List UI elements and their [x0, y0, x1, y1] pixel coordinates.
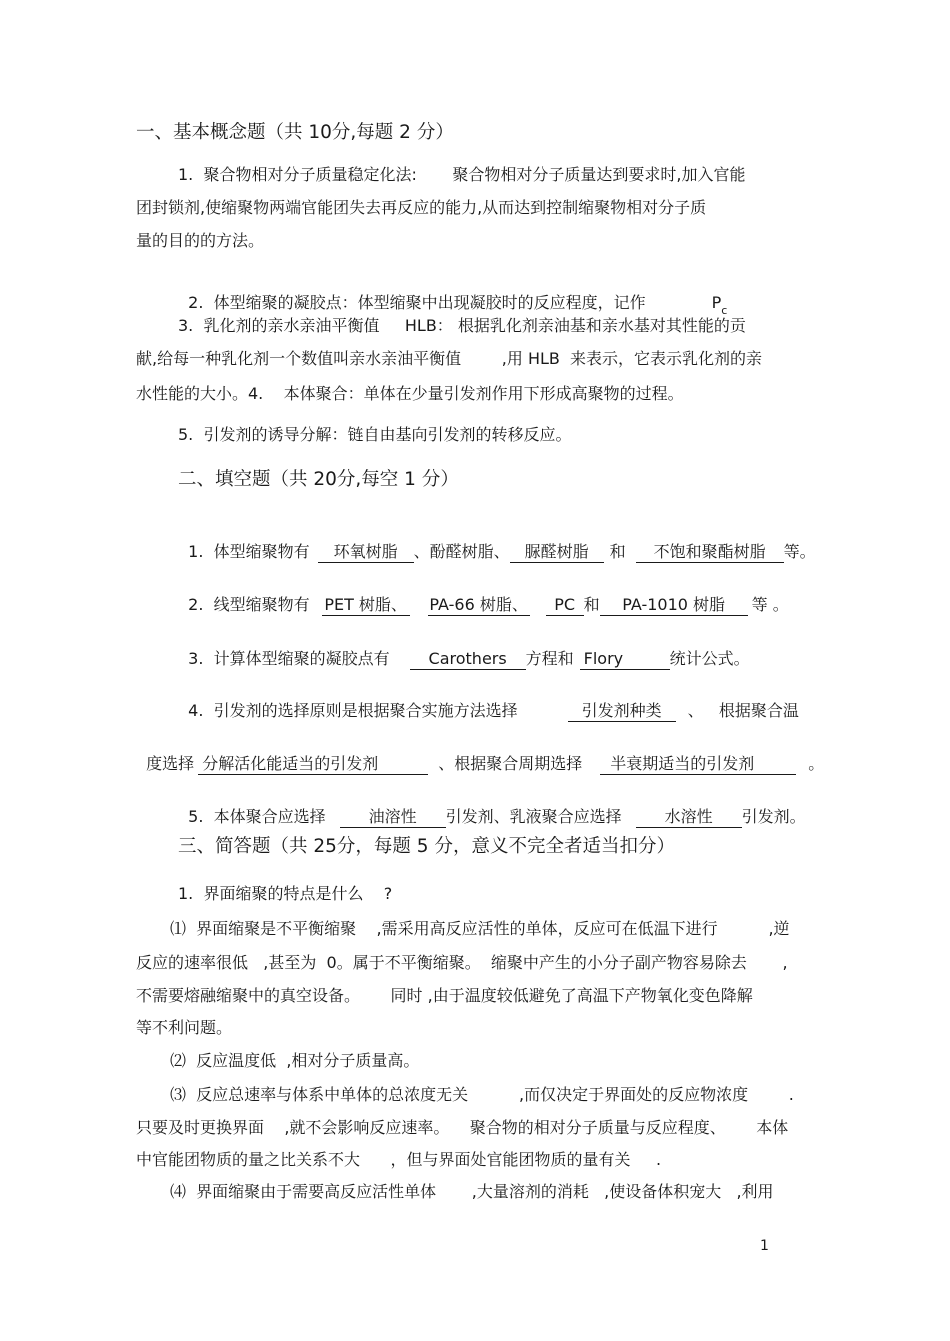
s2-q1-blank2: 脲醛树脂 — [510, 542, 604, 563]
s1-q1-line3: 量的目的的方法。 — [136, 231, 265, 250]
s2-q1-prefix: 1. 体型缩聚物有 — [188, 542, 310, 561]
s2-q4-line1-prefix: 4. 引发剂的选择原则是根据聚合实施方法选择 — [188, 701, 518, 720]
s2-q3-prefix: 3. 计算体型缩聚的凝胶点有 — [188, 649, 390, 668]
s2-q1-blank3: 不饱和聚酯树脂 — [636, 542, 784, 563]
s2-q3-mid: 方程和 — [525, 649, 574, 668]
s2-q5-blank1: 油溶性 — [340, 807, 446, 828]
s2-q5-blank2: 水溶性 — [636, 807, 742, 828]
s2-q4-line1 — [178, 681, 799, 722]
s2-q4-blank3: 半衰期适当的引发剂 — [600, 754, 796, 775]
s2-q4-line2-suffix: 。 — [808, 754, 825, 773]
s3-p1-line3: 不需要熔融缩聚中的真空设备。 同时 ,由于温度较低避免了高温下产物氧化变色降解 — [136, 986, 753, 1005]
section1-title: 一、基本概念题（共 10分,每题 2 分） — [136, 122, 454, 143]
s2-q2 — [178, 575, 789, 616]
s2-q1-sep1: 、酚醛树脂、 — [413, 542, 510, 561]
s3-p1-line1: ⑴ 界面缩聚是不平衡缩聚 ,需采用高反应活性的单体，反应可在低温下进行 ,逆 — [170, 919, 790, 938]
s1-q2 — [178, 273, 727, 315]
s1-q3-line1: 3. 乳化剂的亲水亲油平衡值 HLB： 根据乳化剂亲油基和亲水基对其性能的贡 — [178, 316, 746, 335]
s1-q2-subscript: c — [721, 304, 728, 317]
s2-q3-blank2: Flory — [580, 649, 670, 670]
s2-q3 — [178, 629, 750, 670]
s3-p3-line3: 中官能团物质的量之比关系不大 ，但与界面处官能团物质的量有关 . — [136, 1150, 662, 1169]
s3-p3-line2: 只要及时更换界面 ,就不会影响反应速率。 聚合物的相对分子质量与反应程度、 本体 — [136, 1118, 789, 1137]
section2-title: 二、填空题（共 20分,每空 1 分） — [178, 469, 459, 490]
s2-q1 — [178, 522, 816, 563]
s1-q2-symbol: P — [711, 293, 722, 312]
s3-p4: ⑷ 界面缩聚由于需要高反应活性单体 ,大量溶剂的消耗 ,使设备体积宠大 ,利用 — [170, 1182, 774, 1201]
s3-p3-line1: ⑶ 反应总速率与体系中单体的总浓度无关 ,而仅决定于界面处的反应物浓度 . — [170, 1085, 794, 1104]
s2-q5-prefix: 5. 本体聚合应选择 — [188, 807, 326, 826]
section3-title: 三、简答题（共 25分，每题 5 分，意义不完全者适当扣分） — [178, 836, 675, 857]
s2-q3-blank1: Carothers — [410, 649, 526, 670]
s3-p1-line2: 反应的速率很低 ,甚至为 0。属于不平衡缩聚。 缩聚中产生的小分子副产物容易除去 , — [136, 953, 788, 972]
s2-q2-suffix: 等 。 — [751, 595, 789, 614]
s2-q2-blank3: PC — [546, 595, 584, 616]
s1-q1-line1: 1. 聚合物相对分子质量稳定化法: 聚合物相对分子质量达到要求时,加入官能 — [178, 165, 746, 184]
s2-q4-blank2: 分解活化能适当的引发剂 — [198, 754, 428, 775]
s3-q1: 1. 界面缩聚的特点是什么 ? — [178, 884, 393, 903]
s2-q4-line1-suffix: 、 根据聚合温 — [687, 701, 799, 720]
s1-q5: 5. 引发剂的诱导分解：链自由基向引发剂的转移反应。 — [178, 425, 572, 444]
s2-q2-blank4: PA-1010 树脂 — [600, 595, 748, 616]
s2-q5-suffix: 引发剂。 — [741, 807, 806, 826]
s2-q4-blank1: 引发剂种类 — [568, 701, 676, 722]
s2-q1-blank1: 环氧树脂 — [318, 542, 414, 563]
s1-q1-line2: 团封锁剂,使缩聚物两端官能团失去再反应的能力,从而达到控制缩聚物相对分子质 — [136, 198, 707, 217]
s1-q3-line2: 献,给每一种乳化剂一个数值叫亲水亲油平衡值 ,用 HLB 来表示，它表示乳化剂的亲 — [136, 349, 763, 368]
s1-q2-text: 2. 体型缩聚的凝胶点：体型缩聚中出现凝胶时的反应程度，记作 — [188, 293, 646, 312]
page-number: 1 — [760, 1238, 769, 1254]
s2-q5-mid: 引发剂、乳液聚合应选择 — [445, 807, 622, 826]
s2-q2-sep: 和 — [583, 595, 600, 614]
s2-q4-line2-mid: 、根据聚合周期选择 — [438, 754, 583, 773]
s2-q4-line2 — [136, 734, 824, 775]
s2-q2-prefix: 2. 线型缩聚物有 — [188, 595, 310, 614]
s3-p2: ⑵ 反应温度低 ,相对分子质量高。 — [170, 1051, 420, 1070]
s2-q3-suffix: 统计公式。 — [669, 649, 750, 668]
s2-q2-blank2: PA-66 树脂、 — [429, 595, 528, 614]
s2-q2-blank1: PET 树脂、 — [322, 595, 410, 616]
s2-q1-suffix: 等。 — [783, 542, 816, 561]
s2-q5 — [178, 787, 806, 828]
s2-q4-line2-prefix: 度选择 — [146, 754, 195, 773]
s1-q3-line3: 水性能的大小。4. 本体聚合：单体在少量引发剂作用下形成高聚物的过程。 — [136, 384, 684, 403]
s2-q1-sep2: 和 — [609, 542, 626, 561]
s3-p1-line4: 等不利问题。 — [136, 1018, 233, 1037]
